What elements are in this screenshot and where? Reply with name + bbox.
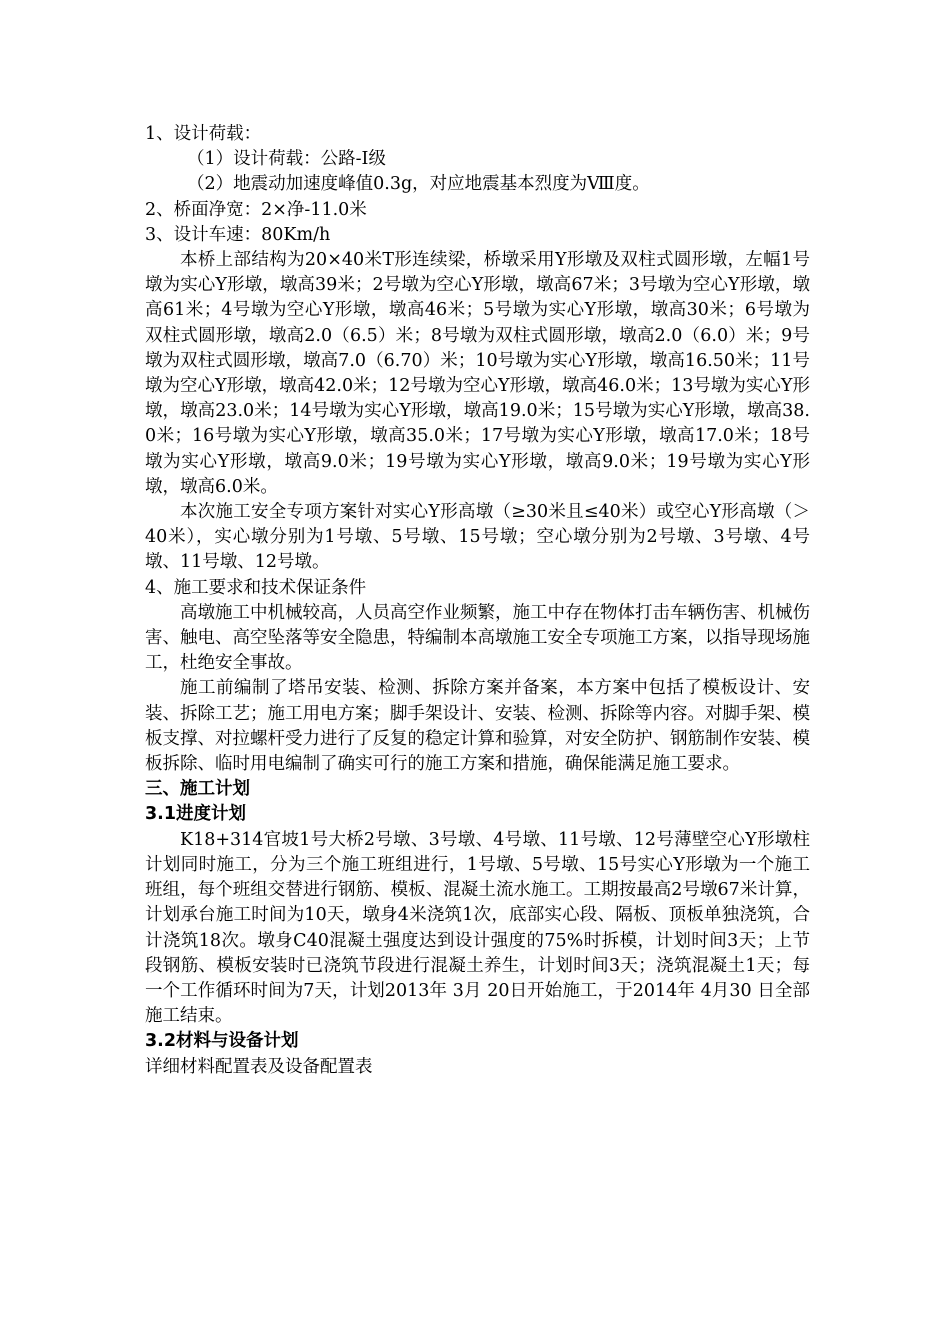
- section-item-requirements: 4、施工要求和技术保证条件: [145, 577, 367, 598]
- paragraph-structure: 本桥上部结构为20×40米T形连续梁，桥墩采用Y形墩及双柱式圆形墩，左幅1号墩为实心Y形墩，墩高39米；2号墩为空心Y形墩，墩高67米；3号墩为空心Y形墩，墩高61米；4号墩为空心Y形墩，墩高46米；5号墩为实心Y形墩，墩高30米；6号墩为双柱式圆形墩，墩高2.0（6.5）米；8号墩为双柱式圆形墩，墩高2.0（6.0）米；9号墩为双柱式圆形墩，墩高7.0（6.70）米；10号墩为实心Y形墩，墩高16.50米；11号墩为空心Y形墩，墩高42.0米；12号墩为空心Y形墩，墩高46.0米；13号墩为实心Y形墩，墩高23.0米；14号墩为实心Y形墩，墩高19.0米；15号墩为实心Y形墩，墩高38.0米；16号墩为实心Y形墩，墩高35.0米；17号墩为实心Y形墩，墩高17.0米；18号墩为实心Y形墩，墩高9.0米；19号墩为实心Y形墩，墩高9.0米；19号墩为实心Y形墩，墩高6.0米。: [145, 250, 810, 497]
- paragraph-safety: 高墩施工中机械较高，人员高空作业频繁，施工中存在物体打击车辆伤害、机械伤害、触电、高空坠落等安全隐患，特编制本高墩施工安全专项施工方案，以指导现场施工，杜绝安全事故。: [145, 602, 810, 674]
- sub-item-design-load: （1）设计荷载：公路-Ⅰ级: [187, 149, 386, 170]
- line-materials-table: 详细材料配置表及设备配置表: [145, 1056, 373, 1077]
- section-item-design-speed: 3、设计车速：80Km/h: [145, 224, 331, 245]
- heading-schedule: 3.1进度计划: [145, 804, 247, 825]
- paragraph-schedule: K18+314官坡1号大桥2号墩、3号墩、4号墩、11号墩、12号薄壁空心Y形墩柱计划同时施工，分为三个施工班组进行，1号墩、5号墩、15号实心Y形墩为一个施工班组，每个班组交替进行钢筋、模板、混凝土流水施工。工期按最高2号墩67米计算，计划承台施工时间为10天，墩身4米浇筑1次，底部实心段、隔板、顶板单独浇筑，合计浇筑18次。墩身C40混凝土强度达到设计强度的75%时拆模，计划时间3天；上节段钢筋、模板安装时已浇筑节段进行混凝土养生，计划时间3天；浇筑混凝土1天；每一个工作循环时间为7天，计划2013年 3月 20日开始施工，于2014年 4月30 日全部施工结束。: [145, 829, 810, 1027]
- sub-item-seismic: （2）地震动加速度峰值0.3g，对应地震基本烈度为Ⅷ度。: [187, 174, 650, 195]
- heading-construction-plan: 三、施工计划: [145, 779, 250, 800]
- document-body: [145, 122, 810, 1080]
- section-item-design-load: 1、设计荷载：: [145, 124, 262, 144]
- paragraph-scope: 本次施工安全专项方案针对实心Y形高墩（≥30米且≤40米）或空心Y形高墩（＞40米），实心墩分别为1号墩、5号墩、15号墩；空心墩分别为2号墩、3号墩、4号墩、11号墩、12号墩。: [145, 502, 810, 573]
- paragraph-preparation: 施工前编制了塔吊安装、检测、拆除方案并备案，本方案中包括了模板设计、安装、拆除工艺；施工用电方案；脚手架设计、安装、检测、拆除等内容。对脚手架、模板支撑、对拉螺杆受力进行了反复的稳定计算和验算，对安全防护、钢筋制作安装、模板拆除、临时用电编制了确实可行的施工方案和措施，确保能满足施工要求。: [145, 678, 810, 775]
- heading-materials: 3.2材料与设备计划: [145, 1031, 299, 1052]
- section-item-deck-width: 2、桥面净宽：2×净-11.0米: [145, 199, 367, 220]
